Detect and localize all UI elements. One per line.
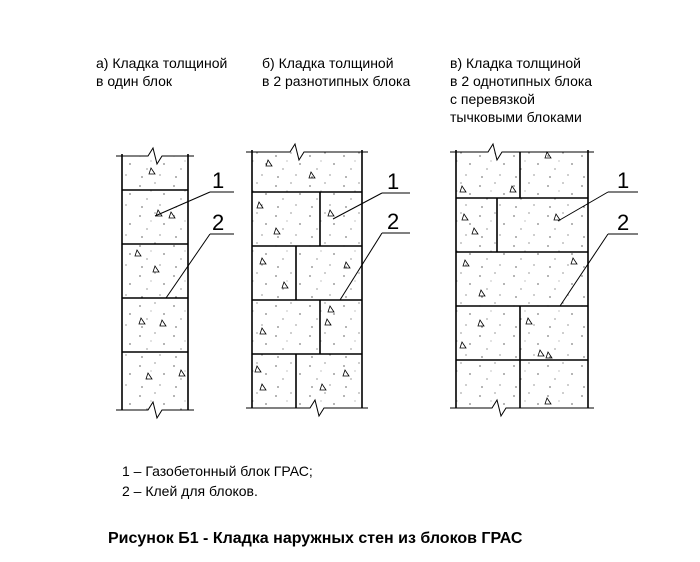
callout-1-wall-a: 1 xyxy=(212,168,225,193)
caption-two-same-blocks-wall: в) Кладка толщиной в 2 однотипных блока с перевязкой тычковыми блоками xyxy=(450,55,593,125)
wall-b xyxy=(246,144,368,416)
wall-c xyxy=(450,144,594,416)
caption-single-block-wall: а) Кладка толщиной в один блок xyxy=(96,55,228,89)
wall-c-fill xyxy=(456,152,588,408)
caption-two-different-blocks-wall: б) Кладка толщиной в 2 разнотипных блока xyxy=(262,55,411,89)
callout-2-wall-b: 2 xyxy=(387,209,400,234)
callout-1-wall-b: 1 xyxy=(387,169,400,194)
legend-item-adhesive: 2 – Клей для блоков. xyxy=(122,483,258,499)
legend-item-block: 1 – Газобетонный блок ГРАС; xyxy=(122,463,313,479)
wall-b-fill xyxy=(252,152,362,408)
callout-2-wall-c: 2 xyxy=(617,210,630,235)
callout-1-wall-c: 1 xyxy=(617,168,630,193)
callout-2-wall-a: 2 xyxy=(212,210,225,235)
figure-title: Рисунок Б1 - Кладка наружных стен из блоков ГРАС xyxy=(108,530,523,547)
wall-a xyxy=(116,148,194,418)
wall-a-fill xyxy=(122,156,188,410)
